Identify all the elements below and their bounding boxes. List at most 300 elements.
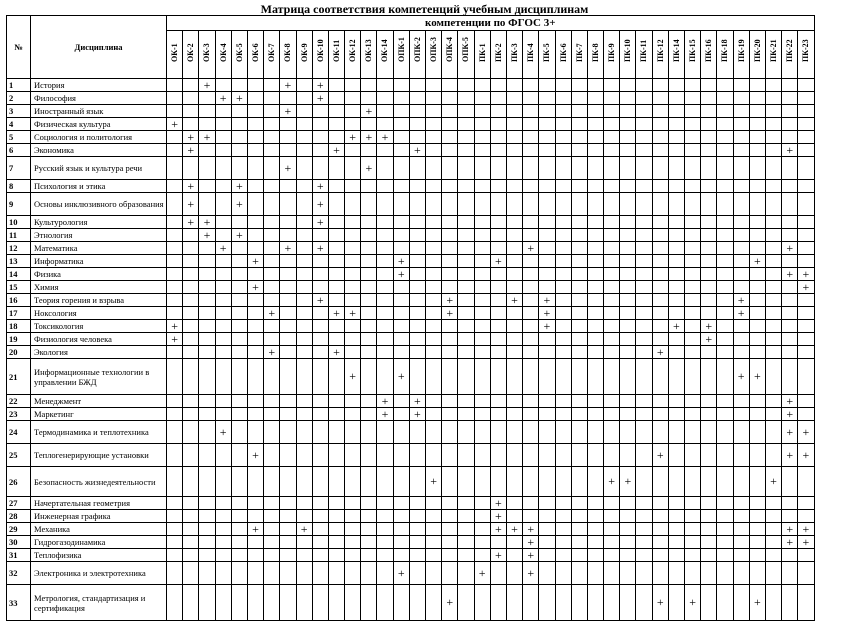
discipline-name: Социология и политология [31,131,167,144]
matrix-cell [571,307,587,320]
matrix-cell [685,255,701,268]
matrix-cell [685,193,701,216]
matrix-cell [345,118,361,131]
table-row [7,346,815,359]
competency-code-header [523,31,539,79]
matrix-cell [636,118,652,131]
matrix-cell [652,79,668,92]
matrix-cell [701,408,717,421]
competency-code-header [782,31,798,79]
matrix-cell [199,346,215,359]
discipline-name: Начертательная геометрия [31,497,167,510]
matrix-cell [199,118,215,131]
matrix-cell-marked: + [782,536,798,549]
matrix-cell [652,157,668,180]
matrix-cell [506,79,522,92]
competency-code-header [555,31,571,79]
row-number: 28 [7,510,31,523]
matrix-cell [231,144,247,157]
matrix-cell [587,92,603,105]
matrix-cell-marked: + [652,346,668,359]
matrix-cell [280,216,296,229]
matrix-cell [668,421,684,444]
matrix-cell-marked: + [652,444,668,467]
matrix-cell [442,395,458,408]
matrix-cell [247,562,263,585]
matrix-cell-marked: + [426,467,442,497]
matrix-cell [782,307,798,320]
matrix-cell [426,281,442,294]
matrix-cell [264,320,280,333]
matrix-cell [636,294,652,307]
matrix-cell-marked: + [312,242,328,255]
matrix-cell [345,585,361,621]
matrix-cell [782,320,798,333]
matrix-cell [587,549,603,562]
discipline-name: Термодинамика и теплотехника [31,421,167,444]
matrix-cell [587,562,603,585]
matrix-cell [685,536,701,549]
matrix-cell [523,255,539,268]
matrix-cell-marked: + [312,294,328,307]
matrix-cell [312,105,328,118]
matrix-cell [506,144,522,157]
matrix-cell [296,131,312,144]
row-number: 31 [7,549,31,562]
matrix-cell [701,346,717,359]
matrix-cell [247,157,263,180]
matrix-cell [571,333,587,346]
row-number: 15 [7,281,31,294]
matrix-cell [571,229,587,242]
matrix-cell [749,395,765,408]
matrix-cell [636,307,652,320]
matrix-cell [782,333,798,346]
matrix-cell [668,92,684,105]
matrix-cell [183,105,199,118]
table-row [7,510,815,523]
matrix-cell [442,105,458,118]
matrix-cell [685,444,701,467]
matrix-cell [458,523,474,536]
matrix-cell [523,229,539,242]
matrix-cell [393,333,409,346]
matrix-cell [442,216,458,229]
matrix-cell [749,79,765,92]
matrix-cell [458,105,474,118]
competency-code-label: ОК-4 [218,43,228,62]
matrix-cell [296,144,312,157]
matrix-cell [765,523,781,536]
matrix-cell [571,320,587,333]
competency-code-label: ОПК-5 [461,37,471,62]
matrix-cell [668,268,684,281]
matrix-cell [409,320,425,333]
matrix-cell [442,255,458,268]
matrix-cell-marked: + [280,105,296,118]
matrix-cell [409,585,425,621]
row-number: 14 [7,268,31,281]
matrix-cell-marked: + [506,523,522,536]
competency-code-header [620,31,636,79]
competency-code-header [264,31,280,79]
matrix-cell [749,118,765,131]
matrix-cell [361,255,377,268]
matrix-cell [668,444,684,467]
matrix-cell [312,523,328,536]
matrix-cell [539,536,555,549]
matrix-cell [652,92,668,105]
matrix-cell [312,444,328,467]
matrix-cell [733,255,749,268]
matrix-cell [183,395,199,408]
matrix-cell [361,229,377,242]
matrix-cell [798,157,814,180]
matrix-cell [426,229,442,242]
matrix-cell [539,242,555,255]
matrix-cell [717,536,733,549]
matrix-cell [393,549,409,562]
competency-code-label: ПК-18 [720,39,730,62]
competency-code-header [215,31,231,79]
matrix-cell [231,79,247,92]
competency-code-label: ОПК-1 [396,37,406,62]
matrix-cell [539,229,555,242]
matrix-cell [685,216,701,229]
matrix-cell [442,549,458,562]
matrix-cell [231,523,247,536]
competency-code-header [167,31,183,79]
matrix-cell [782,281,798,294]
matrix-cell [296,255,312,268]
matrix-cell [652,562,668,585]
matrix-cell [377,536,393,549]
competency-code-label: ОК-11 [331,39,341,62]
matrix-cell [749,444,765,467]
matrix-cell [474,294,490,307]
matrix-cell-marked: + [361,105,377,118]
discipline-name: Физика [31,268,167,281]
matrix-cell [442,510,458,523]
matrix-cell [636,395,652,408]
matrix-cell [345,268,361,281]
matrix-cell [458,79,474,92]
matrix-cell [328,523,344,536]
matrix-cell [361,359,377,395]
matrix-cell [636,255,652,268]
matrix-cell [409,444,425,467]
matrix-cell [264,421,280,444]
matrix-cell [458,346,474,359]
matrix-cell [523,320,539,333]
matrix-cell [458,118,474,131]
matrix-cell [668,562,684,585]
matrix-cell [264,131,280,144]
matrix-cell [442,92,458,105]
matrix-cell [247,497,263,510]
matrix-cell [490,408,506,421]
matrix-cell [361,92,377,105]
matrix-cell [765,346,781,359]
matrix-cell [345,562,361,585]
matrix-cell [555,180,571,193]
matrix-cell [782,549,798,562]
matrix-cell [733,562,749,585]
matrix-cell [733,333,749,346]
matrix-cell [183,333,199,346]
table-row [7,255,815,268]
matrix-cell [215,497,231,510]
matrix-cell [523,92,539,105]
matrix-cell [231,585,247,621]
discipline-name: История [31,79,167,92]
matrix-cell-marked: + [782,242,798,255]
matrix-cell [409,421,425,444]
matrix-cell [668,467,684,497]
matrix-cell [652,510,668,523]
matrix-cell [782,131,798,144]
matrix-cell [199,467,215,497]
matrix-cell [231,549,247,562]
competency-code-header [231,31,247,79]
matrix-cell [280,408,296,421]
matrix-cell-marked: + [247,255,263,268]
matrix-cell [717,510,733,523]
matrix-cell [264,294,280,307]
matrix-cell [280,444,296,467]
matrix-cell-marked: + [199,229,215,242]
matrix-cell [393,408,409,421]
matrix-cell [506,242,522,255]
matrix-cell [296,216,312,229]
matrix-cell [701,180,717,193]
matrix-cell [183,92,199,105]
matrix-cell [296,346,312,359]
row-number: 1 [7,79,31,92]
matrix-cell [798,131,814,144]
matrix-cell [296,536,312,549]
matrix-cell-marked: + [798,444,814,467]
matrix-cell [296,193,312,216]
matrix-cell [587,118,603,131]
matrix-cell [506,216,522,229]
matrix-cell [749,92,765,105]
matrix-cell [668,523,684,536]
matrix-cell [733,320,749,333]
discipline-name: Культурология [31,216,167,229]
matrix-cell [539,497,555,510]
matrix-cell-marked: + [749,585,765,621]
competency-code-label: ПК-23 [801,39,811,62]
matrix-cell [555,346,571,359]
matrix-cell [312,395,328,408]
matrix-cell [231,281,247,294]
matrix-cell [765,281,781,294]
matrix-cell [765,536,781,549]
matrix-cell [506,118,522,131]
matrix-cell [668,79,684,92]
matrix-cell [636,510,652,523]
competency-code-header [490,31,506,79]
matrix-cell [442,229,458,242]
matrix-cell [345,408,361,421]
matrix-cell-marked: + [312,92,328,105]
matrix-cell [280,536,296,549]
matrix-cell [442,444,458,467]
table-row [7,92,815,105]
matrix-cell [798,118,814,131]
matrix-cell [539,444,555,467]
matrix-cell [426,333,442,346]
competency-code-header [280,31,296,79]
matrix-cell [345,320,361,333]
matrix-cell [506,444,522,467]
matrix-cell [506,105,522,118]
matrix-cell [668,395,684,408]
matrix-cell [458,444,474,467]
matrix-cell [490,346,506,359]
competency-code-label: ОПК-4 [445,37,455,62]
matrix-cell [474,255,490,268]
matrix-cell [409,216,425,229]
matrix-cell [539,421,555,444]
discipline-name: Теплогенерирующие установки [31,444,167,467]
matrix-cell [312,549,328,562]
matrix-cell [523,467,539,497]
table-row [7,562,815,585]
discipline-name: Маркетинг [31,408,167,421]
matrix-cell [490,307,506,320]
matrix-cell [652,131,668,144]
matrix-cell [167,444,183,467]
matrix-cell [264,92,280,105]
table-row [7,536,815,549]
matrix-cell-marked: + [345,307,361,320]
row-number: 23 [7,408,31,421]
matrix-cell [539,408,555,421]
matrix-cell-marked: + [361,157,377,180]
matrix-cell-marked: + [215,92,231,105]
matrix-cell [717,408,733,421]
matrix-cell [587,510,603,523]
matrix-cell [668,131,684,144]
matrix-cell [458,229,474,242]
matrix-cell-marked: + [361,131,377,144]
matrix-cell [167,229,183,242]
matrix-cell [685,105,701,118]
matrix-cell [652,294,668,307]
table-row [7,216,815,229]
table-row [7,180,815,193]
matrix-cell [733,193,749,216]
matrix-cell [685,333,701,346]
matrix-cell [555,229,571,242]
matrix-cell [717,523,733,536]
table-row [7,294,815,307]
matrix-cell [571,585,587,621]
matrix-cell [587,281,603,294]
matrix-cell [474,105,490,118]
matrix-cell [685,281,701,294]
competency-code-header [247,31,263,79]
matrix-cell [409,268,425,281]
matrix-cell [765,131,781,144]
matrix-cell [361,497,377,510]
matrix-cell [345,421,361,444]
matrix-cell-marked: + [506,294,522,307]
matrix-cell [604,193,620,216]
matrix-cell [652,307,668,320]
matrix-cell [765,421,781,444]
matrix-cell [231,255,247,268]
matrix-cell [231,294,247,307]
num-header: № [7,16,31,79]
matrix-cell-marked: + [523,562,539,585]
matrix-cell [312,144,328,157]
matrix-cell [587,242,603,255]
matrix-cell [604,333,620,346]
matrix-cell [442,523,458,536]
competency-code-label: ПК-14 [671,39,681,62]
matrix-cell [377,585,393,621]
matrix-cell [377,180,393,193]
matrix-cell [652,268,668,281]
competency-group-header: компетенции по ФГОС 3+ [167,16,815,31]
matrix-cell [280,333,296,346]
matrix-cell [798,549,814,562]
matrix-cell [571,268,587,281]
matrix-cell [539,157,555,180]
competency-code-header [409,31,425,79]
matrix-cell [183,585,199,621]
matrix-cell [183,346,199,359]
matrix-cell [685,320,701,333]
matrix-cell [393,421,409,444]
matrix-cell-marked: + [393,255,409,268]
matrix-cell [506,92,522,105]
matrix-cell [571,193,587,216]
matrix-cell [474,92,490,105]
matrix-cell [199,523,215,536]
matrix-cell [571,562,587,585]
matrix-cell [571,216,587,229]
competency-code-header [345,31,361,79]
discipline-name: Химия [31,281,167,294]
matrix-cell [490,242,506,255]
matrix-cell [701,216,717,229]
matrix-cell [393,105,409,118]
matrix-cell [442,242,458,255]
matrix-cell [636,497,652,510]
matrix-cell [765,105,781,118]
matrix-cell [539,131,555,144]
competency-code-label: ОК-14 [380,39,390,62]
matrix-cell [199,144,215,157]
matrix-cell [426,118,442,131]
matrix-cell [247,131,263,144]
matrix-cell [733,157,749,180]
matrix-cell [426,216,442,229]
competency-code-label: ПК-9 [607,43,617,62]
matrix-cell [490,157,506,180]
matrix-cell [215,408,231,421]
matrix-cell [474,320,490,333]
matrix-cell [296,421,312,444]
competency-code-header [393,31,409,79]
matrix-cell [426,180,442,193]
matrix-cell [701,281,717,294]
matrix-cell [717,131,733,144]
